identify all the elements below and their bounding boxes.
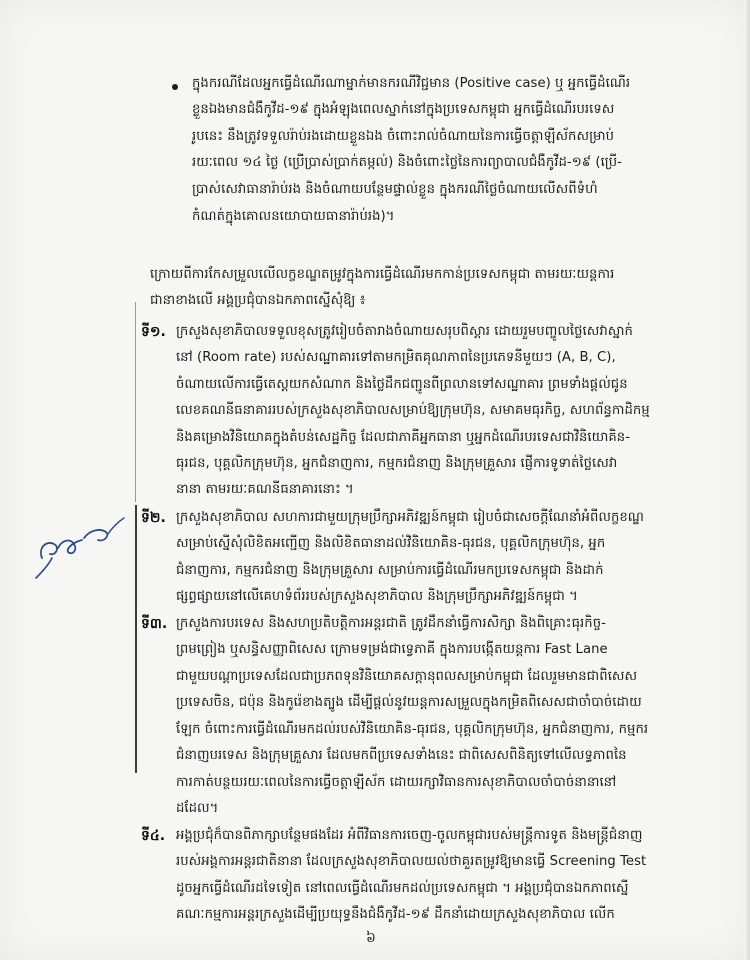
item-line: នៅ (Room rate) របស់សណ្ឋាគារទៅតាមកម្រិតគុណភាពនៃប្រភេទនីមួយៗ (A, B, C), [176, 350, 616, 365]
intro-line: ជានាខាងលើ អង្គប្រជុំបានឯកភាពស្នើសុំឱ្យ ៖ [150, 293, 366, 308]
bullet-dot [172, 84, 178, 90]
item-line: ឡែក ចំពោះការធ្វើដំណើរមកដល់របស់វិនិយោគិន-ធុរជន, បុគ្គលិកក្រុមហ៊ុន, អ្នកជំនាញការ, កម្មករ [176, 722, 649, 737]
item-line: នានា តាមរយៈគណនីធនាគារនោះ ។ [176, 482, 354, 497]
bullet-line: រយៈពេល ១៤ ថ្ងៃ (ប្រើប្រាស់ប្រាក់តម្កល់) និងចំពោះថ្លៃនៃការព្យាបាលជំងឺកូវីដ-១៩ (ប្រើ- [192, 155, 622, 170]
item-line: ក្រសួងសុខាភិបាលទទួលខុសត្រូវរៀបចំតារាងចំណាយសរុបពិស្តារ ដោយរួមបញ្ចូលថ្លៃសេវាស្នាក់ [176, 324, 633, 339]
item-line: ដដែល។ [176, 801, 219, 816]
bullet-line: កំណត់ក្នុងគោលនយោបាយធានារ៉ាប់រង)។ [192, 209, 395, 224]
item-line: និងគម្រោងវិនិយោគក្នុងតំបន់សេដ្ឋកិច្ច ដែលជាភាគីអ្នកធានា ឬអ្នកដំណើរបរទេសជាវិនិយោគិន- [176, 430, 631, 445]
item-line: ជាមួយបណ្តាប្រទេសដែលជាប្រភពទុនវិនិយោគសក្តានុពលសម្រាប់កម្ពុជា ដែលរួមមានជាពិសេស [176, 669, 638, 684]
item-line: សម្រាប់ស្នើសុំលិខិតអញ្ជើញ និងលិខិតធានាដល់វិនិយោគិន-ធុរជន, បុគ្គលិកក្រុមហ៊ុន, អ្នក [176, 536, 606, 551]
bullet-line: ប្រាស់សេវាធានារ៉ាប់រង និងចំណាយបន្ថែមផ្ទាល់ខ្លួន ក្នុងករណីថ្លៃចំណាយលើសពីទំហំ [192, 182, 598, 197]
item-line: ក្រសួងសុខាភិបាល សហការជាមួយក្រុមប្រឹក្សាអភិវឌ្ឍន៍កម្ពុជា រៀបចំជាសេចក្តីណែនាំអំពីលក្ខខណ្ឌ [176, 510, 644, 525]
item-number: ទី១. [141, 324, 166, 340]
item-line: អង្គប្រជុំក៏បានពិភាក្សាបន្ថែមផងដែរ អំពីវិធានការចេញ-ចូលកម្ពុជារបស់មន្ត្រីការទូត និងមន្ត្រីជំនាញ [176, 828, 643, 843]
item-line: របស់អង្គការអន្តរជាតិនានា ដែលក្រសួងសុខាភិបាលយល់ថាគួរតម្រូវឱ្យមានធ្វើ Screening Test [176, 854, 647, 869]
item-line: ធុរជន, បុគ្គលិកក្រុមហ៊ុន, អ្នកជំនាញការ, កម្មករជំនាញ និងក្រុមគ្រួសារ ផ្ញើការទូទាត់ថ្លៃសេវា [176, 456, 618, 471]
item-number: ទី៤. [141, 828, 166, 844]
item-number: ទី៣. [141, 616, 168, 632]
intro-line: ក្រោយពីការកែសម្រួលលើលក្ខខណ្ឌតម្រូវក្នុងការធ្វើដំណើរមកកាន់ប្រទេសកម្ពុជា តាមរយៈយន្តការ [150, 267, 615, 282]
item-number: ទី២. [141, 510, 166, 526]
page-number: ៦ [366, 930, 376, 946]
item-line: ការកាត់បន្ថយរយៈពេលនៃការធ្វើចត្តាឡីស័ក ដោយរក្សាវិធានការសុខាភិបាលចាំបាច់នានានៅ [176, 775, 617, 790]
item-line: ព្រមព្រៀង ឬសន្ធិសញ្ញាពិសេស ក្រោមទម្រង់ជាទ្វេភាគី ក្នុងការបង្កើតយន្តការ Fast Lane [176, 642, 608, 657]
margin-bar [135, 302, 136, 502]
item-line: គណៈកម្មការអន្តរក្រសួងដើម្បីប្រយុទ្ធនឹងជំងឺកូវីដ-១៩ ដឹកនាំដោយក្រសួងសុខាភិបាល លើក [176, 907, 615, 922]
item-line: ផ្សព្វផ្សាយនៅលើគេហទំព័ររបស់ក្រសួងសុខាភិបាល និងក្រុមប្រឹក្សាអភិវឌ្ឍន៍កម្ពុជា ។ [176, 589, 578, 604]
item-line: ក្រសួងការបរទេស និងសហប្រតិបត្តិការអន្តរជាតិ ត្រូវដឹកនាំធ្វើការសិក្សា និងពិគ្រោះធុរកិច្ច- [176, 616, 606, 631]
bullet-line: ខ្លួនឯងមានជំងឺកូវីដ-១៩ ក្នុងអំឡុងពេលស្នាក់នៅក្នុងប្រទេសកម្ពុជា អ្នកធ្វើដំណើរបរទេស [192, 102, 615, 117]
item-line: ប្រទេសចិន, ជប៉ុន និងកូរ៉េខាងត្បូង ដើម្បីផ្តល់នូវយន្តការសម្រួលក្នុងកម្រិតពិសេសជាចាំបាច់ដោយ [176, 695, 642, 710]
item-line: ជំនាញការ, កម្មករជំនាញ និងក្រុមគ្រួសារ សម្រាប់ការធ្វើដំណើរមកប្រទេសកម្ពុជា និងដាក់ [176, 563, 604, 578]
bullet-line: រូបនេះ នឹងត្រូវទទួលរ៉ាប់រងដោយខ្លួនឯង ចំពោះរាល់ចំណាយនៃការធ្វើចត្តាឡីស័កសម្រាប់ [192, 129, 615, 144]
item-line: ដូចអ្នកធ្វើដំណើរដទៃទៀត នៅពេលធ្វើដំណើរមកដល់ប្រទេសកម្ពុជា ។ អង្គប្រជុំបានឯកភាពស្នើ [176, 881, 629, 896]
item-line: ជំនាញបរទេស និងក្រុមគ្រួសារ ដែលមកពីប្រទេសទាំងនេះ ជាពិសេសពិនិត្យទៅលើលទ្ធភាពនៃ [176, 748, 627, 763]
handwritten-note-icon [28, 500, 138, 580]
bullet-line: ក្នុងករណីដែលអ្នកធ្វើដំណើរណាម្នាក់មានករណីវិជ្ជមាន (Positive case) ឬ អ្នកធ្វើដំណើរ [192, 76, 631, 91]
item-line: លេខគណនីធនាគាររបស់ក្រសួងសុខាភិបាលសម្រាប់ឱ្យក្រុមហ៊ុន, សមាគមធុរកិច្ច, សហព័ន្ធកាដិកម្ម [176, 403, 650, 418]
item-line: ចំណាយលើការធ្វើតេស្តយកសំណាក និងថ្លៃដឹកជញ្ជូនពីព្រលានទៅសណ្ឋាគារ ព្រមទាំងផ្តល់ជូន [176, 377, 628, 392]
